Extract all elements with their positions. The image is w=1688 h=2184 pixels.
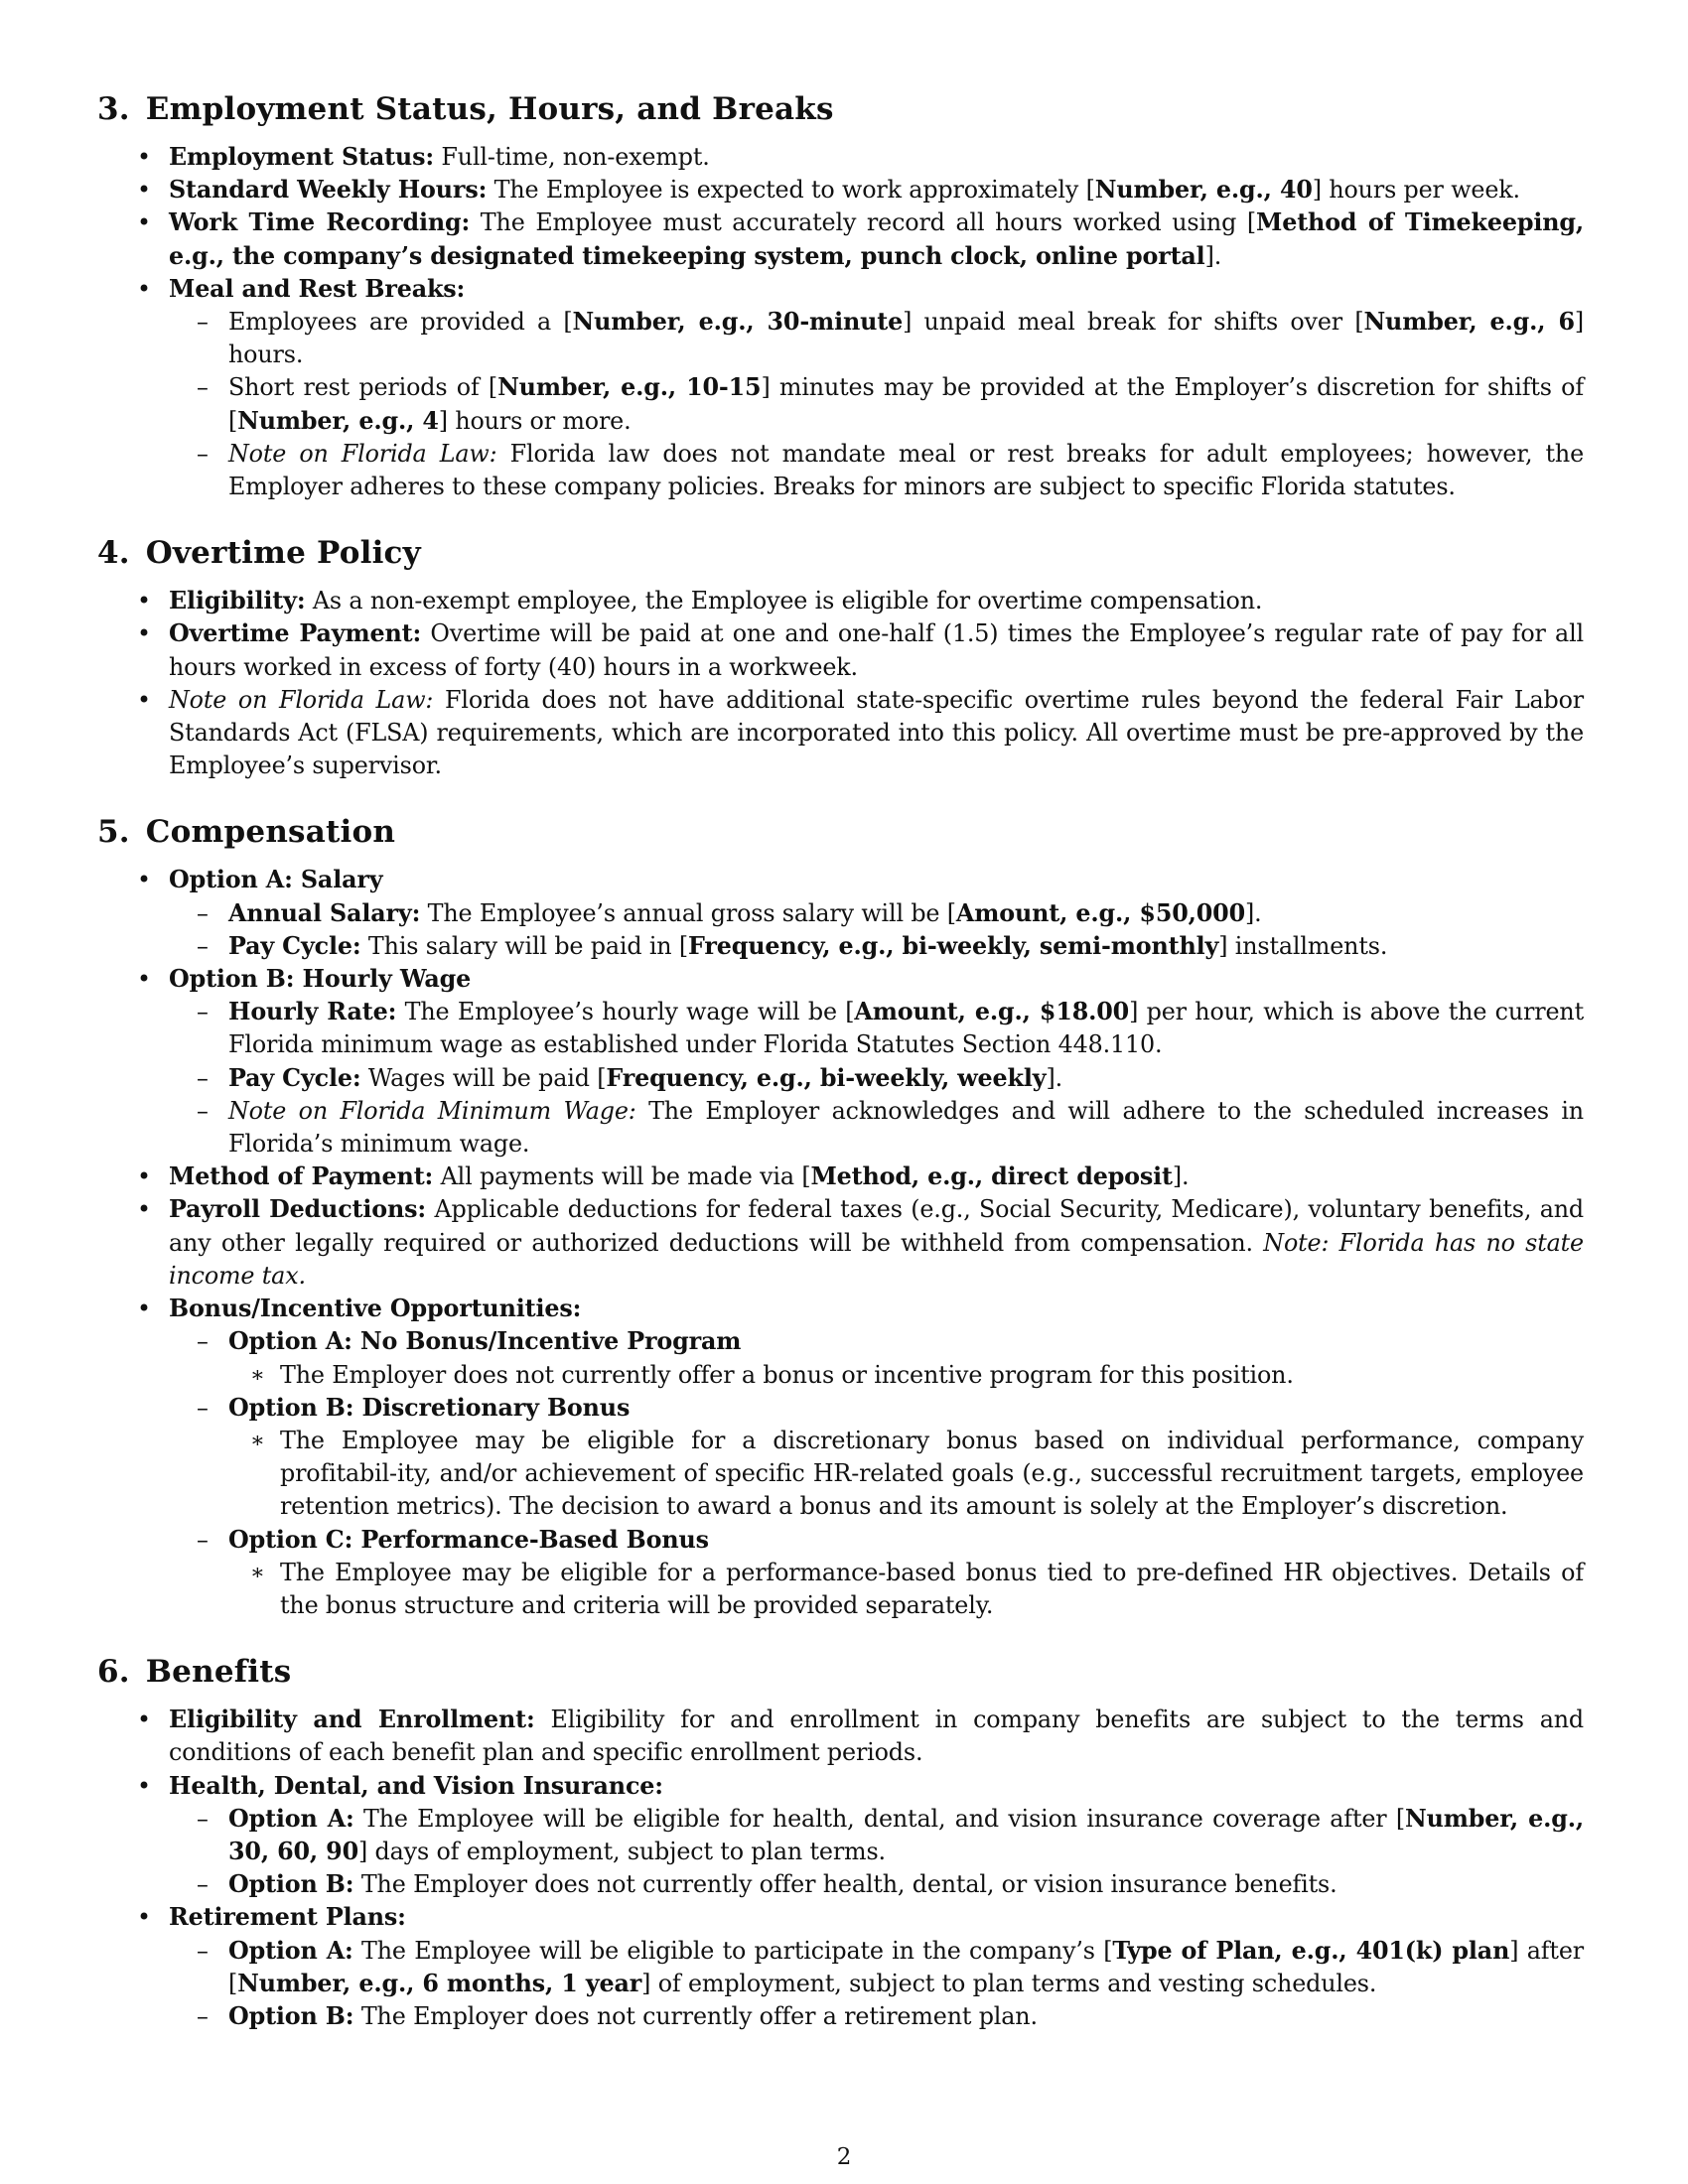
sub-list bbox=[169, 1935, 1584, 2034]
sub-list-item: – Employees are provided a [Number, e.g., 30-minute] unpaid meal break for shifts over [Number, e.g., 6] hours. bbox=[169, 306, 1584, 371]
section-list bbox=[99, 864, 1584, 1622]
section-list bbox=[99, 1704, 1584, 2033]
list-item: • Eligibility: As a non-exempt employee, the Employee is eligible for overtime compensation. bbox=[99, 585, 1584, 617]
placeholder-field: Number, e.g., 6 months, 1 year bbox=[237, 1969, 642, 1997]
list-item: • Bonus/Incentive Opportunities: – Option A: No Bonus/Incentive Program ∗ The Employer does not currently offer a bonus or incentive program for this position. – Option B: Discretionary Bonus ∗ The Employee may be eligible for a discretionary bonus based on individual performance, company profitabil-ity, and/or achievement of specific HR-related goals (e.g., successful recruitment targets, employee retention metrics). The decision to award a bonus and its amount is solely at the Employer’s discretion. – Option C: Performance-Based Bonus ∗ The Employee may be eligible for a performance-based bonus tied to pre-defined HR objectives. Details of the bonus structure and criteria will be provided separately. bbox=[99, 1293, 1584, 1622]
section-heading: 3. Employment Status, Hours, and Breaks bbox=[97, 91, 834, 127]
list-item: • Retirement Plans: – Option A: The Employee will be eligible to participate in the company’s [Type of Plan, e.g., 401(k) plan] after [Number, e.g., 6 months, 1 year] of employment, subject to plan terms and vesting schedules. – Option B: The Employer does not currently offer a retirement plan. bbox=[99, 1901, 1584, 2033]
placeholder-field: Frequency, e.g., bi-weekly, weekly bbox=[606, 1063, 1047, 1092]
page-number: 2 bbox=[836, 2144, 852, 2170]
placeholder-field: Method, e.g., direct deposit bbox=[810, 1162, 1173, 1191]
placeholder-field: Amount, e.g., $18.00 bbox=[854, 998, 1130, 1026]
sub-list-item: – Option B: The Employer does not currently offer a retirement plan. bbox=[169, 2000, 1584, 2033]
placeholder-field: Amount, e.g., $50,000 bbox=[955, 898, 1246, 927]
sub-list-item: – Option C: Performance-Based Bonus ∗ The Employee may be eligible for a performance-based bonus tied to pre-defined HR objectives. Details of the bonus structure and criteria will be provided separately. bbox=[169, 1524, 1584, 1623]
sub-list bbox=[169, 1325, 1584, 1622]
list-item: • Employment Status: Full-time, non-exempt. bbox=[99, 141, 1584, 174]
sub-sub-list bbox=[228, 1359, 1584, 1392]
section-employment-status bbox=[99, 89, 1584, 503]
sub-list bbox=[169, 306, 1584, 503]
section-heading: 4. Overtime Policy bbox=[97, 535, 421, 572]
sub-list bbox=[169, 996, 1584, 1160]
sub-list-item: – Option A: The Employee will be eligible to participate in the company’s [Type of Plan, e.g., 401(k) plan] after [Number, e.g., 6 months, 1 year] of employment, subject to plan terms and vesting schedules. bbox=[169, 1935, 1584, 2000]
section-overtime-policy bbox=[99, 533, 1584, 782]
list-item: • Work Time Recording: The Employee must accurately record all hours worked using [Method of Timekeeping, e.g., the company’s designated timekeeping system, punch clock, online portal]. bbox=[99, 206, 1584, 272]
sub-list-item: – Option A: The Employee will be eligible for health, dental, and vision insurance coverage after [Number, e.g., 30, 60, 90] days of employment, subject to plan terms. bbox=[169, 1803, 1584, 1868]
list-item: • Payroll Deductions: Applicable deductions for federal taxes (e.g., Social Security, Medicare), voluntary benefits, and any other legally required or authorized deductions will be withheld from compensation. Note: Florida has no state income tax. bbox=[99, 1193, 1584, 1293]
sub-list-item: – Short rest periods of [Number, e.g., 10-15] minutes may be provided at the Employer’s discretion for shifts of [Number, e.g., 4] hours or more. bbox=[169, 371, 1584, 437]
list-item: • Note on Florida Law: Florida does not have additional state-specific overtime rules beyond the federal Fair Labor Standards Act (FLSA) requirements, which are incorporated into this policy. All overtime must be pre-approved by the Employee’s supervisor. bbox=[99, 684, 1584, 783]
sub-list-item: – Note on Florida Law: Florida law does not mandate meal or rest breaks for adult employees; however, the Employer adheres to these company policies. Breaks for minors are subject to specific Florida statutes. bbox=[169, 438, 1584, 503]
sub-list-item: – Option B: Discretionary Bonus ∗ The Employee may be eligible for a discretionary bonus based on individual performance, company profitabil-ity, and/or achievement of specific HR-related goals (e.g., successful recruitment targets, employee retention metrics). The decision to award a bonus and its amount is solely at the Employer’s discretion. bbox=[169, 1392, 1584, 1524]
sub-sub-list bbox=[228, 1557, 1584, 1622]
placeholder-field: Number, e.g., 4 bbox=[237, 406, 439, 435]
list-item: • Eligibility and Enrollment: Eligibility for and enrollment in company benefits are subject to the terms and conditions of each benefit plan and specific enrollment periods. bbox=[99, 1704, 1584, 1769]
placeholder-field: Number, e.g., 6 bbox=[1363, 308, 1575, 337]
list-item: • Meal and Rest Breaks: – Employees are provided a [Number, e.g., 30-minute] unpaid meal break for shifts over [Number, e.g., 6] hours. – Short rest periods of [Number, e.g., 10-15] minutes may be provided at the Employer’s discretion for shifts of [Number, e.g., 4] hours or more. – Note on Florida Law: Florida law does not mandate meal or rest breaks for adult employees; however, the Employer adheres to these company policies. Breaks for minors are subject to specific Florida statutes. bbox=[99, 273, 1584, 503]
sub-sub-list-item: ∗ The Employer does not currently offer a bonus or incentive program for this position. bbox=[228, 1359, 1584, 1392]
sub-sub-list-item: ∗ The Employee may be eligible for a discretionary bonus based on individual performance, company profitabil-ity, and/or achievement of specific HR-related goals (e.g., successful recruitment targets, employee retention metrics). The decision to award a bonus and its amount is solely at the Employer’s discretion. bbox=[228, 1425, 1584, 1524]
list-item: • Option A: Salary – Annual Salary: The Employee’s annual gross salary will be [Amount, e.g., $50,000]. – Pay Cycle: This salary will be paid in [Frequency, e.g., bi-weekly, semi-monthly] installments. bbox=[99, 864, 1584, 963]
list-item: • Standard Weekly Hours: The Employee is expected to work approximately [Number, e.g., 40] hours per week. bbox=[99, 174, 1584, 206]
sub-list-item: – Option B: The Employer does not currently offer health, dental, or vision insurance benefits. bbox=[169, 1868, 1584, 1901]
sub-list-item: – Annual Salary: The Employee’s annual gross salary will be [Amount, e.g., $50,000]. bbox=[169, 897, 1584, 930]
placeholder-field: Number, e.g., 30, 60, 90 bbox=[228, 1804, 1584, 1865]
placeholder-field: Type of Plan, e.g., 401(k) plan bbox=[1112, 1936, 1510, 1965]
section-list bbox=[99, 141, 1584, 503]
sub-list-item: – Pay Cycle: This salary will be paid in [Frequency, e.g., bi-weekly, semi-monthly] installments. bbox=[169, 930, 1584, 963]
placeholder-field: Number, e.g., 40 bbox=[1094, 176, 1313, 205]
sub-sub-list bbox=[228, 1425, 1584, 1524]
list-item: • Option B: Hourly Wage – Hourly Rate: The Employee’s hourly wage will be [Amount, e.g., $18.00] per hour, which is above the current Florida minimum wage as established under Florida Statutes Section 448.110. – Pay Cycle: Wages will be paid [Frequency, e.g., bi-weekly, weekly]. – Note on Florida Minimum Wage: The Employer acknowledges and will adhere to the scheduled increases in Florida’s minimum wage. bbox=[99, 963, 1584, 1160]
placeholder-field: Method of Timekeeping, e.g., the company’s designated timekeeping system, punch clock, online portal bbox=[169, 208, 1584, 270]
list-item: • Method of Payment: All payments will be made via [Method, e.g., direct deposit]. bbox=[99, 1160, 1584, 1193]
section-compensation bbox=[99, 812, 1584, 1622]
section-benefits bbox=[99, 1652, 1584, 2033]
sub-list-item: – Pay Cycle: Wages will be paid [Frequency, e.g., bi-weekly, weekly]. bbox=[169, 1062, 1584, 1095]
placeholder-field: Number, e.g., 30-minute bbox=[572, 308, 904, 337]
section-heading: 5. Compensation bbox=[97, 814, 396, 851]
list-item: • Overtime Payment: Overtime will be paid at one and one-half (1.5) times the Employee’s regular rate of pay for all hours worked in excess of forty (40) hours in a workweek. bbox=[99, 617, 1584, 683]
sub-list-item: – Hourly Rate: The Employee’s hourly wage will be [Amount, e.g., $18.00] per hour, which is above the current Florida minimum wage as established under Florida Statutes Section 448.110. bbox=[169, 996, 1584, 1061]
sub-sub-list-item: ∗ The Employee may be eligible for a performance-based bonus tied to pre-defined HR objectives. Details of the bonus structure and criteria will be provided separately. bbox=[228, 1557, 1584, 1622]
section-heading: 6. Benefits bbox=[97, 1654, 292, 1691]
placeholder-field: Number, e.g., 10-15 bbox=[497, 373, 762, 402]
list-item: • Health, Dental, and Vision Insurance: – Option A: The Employee will be eligible for health, dental, and vision insurance coverage after [Number, e.g., 30, 60, 90] days of employment, subject to plan terms. – Option B: The Employer does not currently offer health, dental, or vision insurance benefits. bbox=[99, 1770, 1584, 1902]
sub-list-item: – Note on Florida Minimum Wage: The Employer acknowledges and will adhere to the scheduled increases in Florida’s minimum wage. bbox=[169, 1095, 1584, 1160]
sub-list-item: – Option A: No Bonus/Incentive Program ∗ The Employer does not currently offer a bonus or incentive program for this position. bbox=[169, 1325, 1584, 1391]
section-list bbox=[99, 585, 1584, 782]
sub-list bbox=[169, 1803, 1584, 1902]
placeholder-field: Frequency, e.g., bi-weekly, semi-monthly bbox=[688, 931, 1219, 960]
sub-list bbox=[169, 897, 1584, 963]
